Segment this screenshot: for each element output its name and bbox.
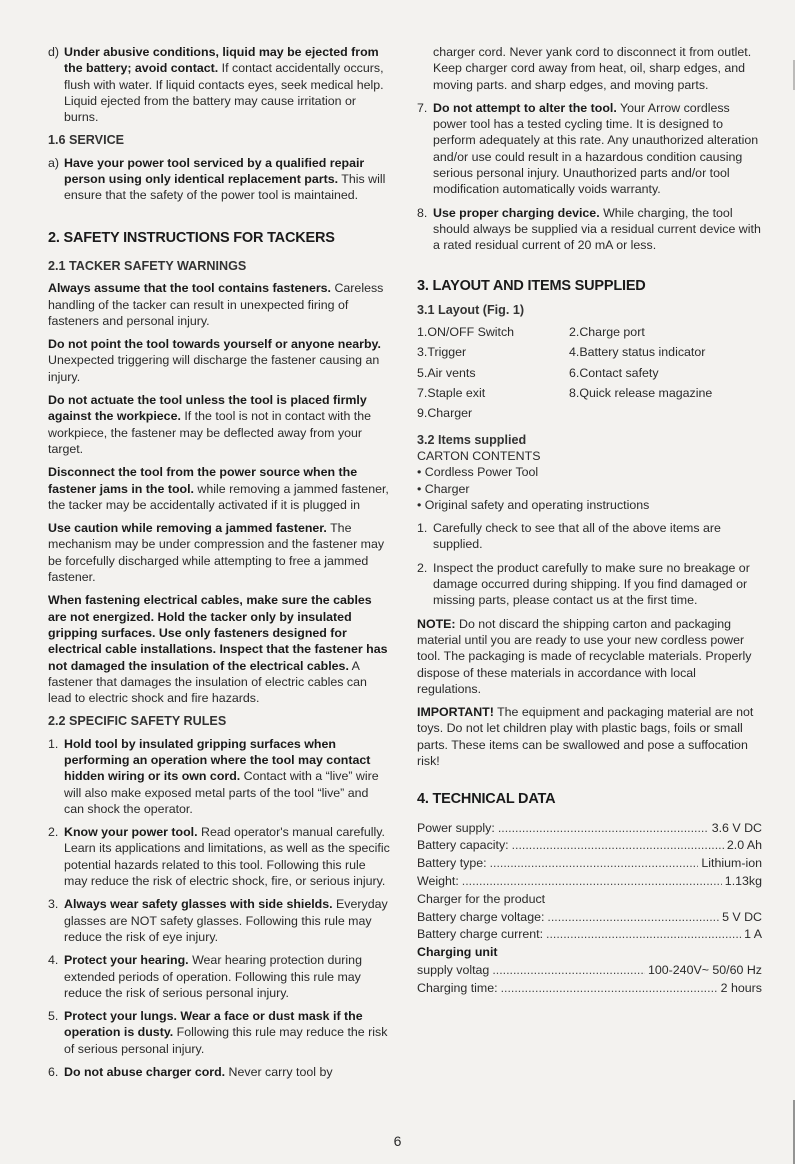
tech-value: 2.0 Ah: [726, 838, 762, 853]
s22-heading: 2.2 SPECIFIC SAFETY RULES: [48, 714, 227, 729]
item-bold: Have your power tool serviced by a qualified repair person using only identical replacement parts.: [64, 155, 365, 187]
carton-item: • Cordless Power Tool: [417, 465, 539, 480]
rule-text: Your Arrow cordless power tool has a tested cycling time. It is designed to perform adequately at this rate. Any unauthorized alteration and/or use could result in a hazardous condition causing serious personal injury. Unauthorized parts and/or tool modification automatically voids warranty.: [433, 100, 759, 197]
tech-value: 1.13kg: [724, 873, 762, 888]
warning-paragraph: [48, 392, 390, 457]
rule-text: While charging, the tool should always be supplied via a residual current device with a rated residual current of 20 mA or less.: [433, 205, 761, 253]
warning-bold: Always assume that the tool contains fasteners.: [48, 281, 332, 296]
rule-number: 8.: [417, 205, 428, 220]
item-text: If contact accidentally occurs, flush with water. If liquid contacts eyes, seek medical help. Liquid ejected from the battery may cause irritation or burns.: [64, 61, 384, 125]
tech-value: Lithium-ion: [701, 856, 762, 871]
note-text: Do not discard the shipping carton and packaging material until you are ready to use your new cordless power tool. The packaging is made of recyclable materials. Properly dispose of these materials in accordance with local regulations.: [417, 616, 752, 696]
layout-item: 5.Air vents: [417, 365, 476, 380]
rule-number: 3.: [48, 897, 59, 912]
rule-number: 1.: [48, 736, 59, 751]
tech-row: [417, 926, 762, 942]
tech-label: Power supply:: [417, 820, 495, 835]
left-column: [48, 44, 390, 1087]
layout-item: 6.Contact safety: [569, 365, 659, 380]
layout-item: 7.Staple exit: [417, 386, 486, 401]
item-a: [48, 155, 390, 204]
layout-item: 3.Trigger: [417, 345, 467, 360]
tech-row: [417, 855, 762, 871]
step-text: Carefully check to see that all of the above items are supplied.: [433, 521, 721, 552]
tech-label: Battery capacity:: [417, 838, 509, 853]
layout-list: [417, 324, 762, 421]
rule-text: Following this rule may reduce the risk of serious personal injury.: [64, 1025, 388, 1056]
warning-paragraph: [48, 520, 390, 585]
important-label: IMPORTANT!: [417, 705, 494, 720]
step-item: [417, 520, 762, 553]
tech-row: [417, 980, 762, 996]
tech-row: [417, 962, 762, 978]
right-column: [417, 44, 762, 998]
rule-item: [48, 736, 390, 817]
warning-paragraph: [48, 464, 390, 513]
rule-item: [48, 1008, 390, 1057]
rule-number: 2.: [48, 825, 59, 840]
tech-row: [417, 837, 762, 853]
carton-item: • Original safety and operating instructions: [417, 497, 650, 512]
warning-paragraph: [48, 592, 390, 706]
rule-text: Never carry tool by: [225, 1065, 333, 1080]
section4-heading: 4. TECHNICAL DATA: [417, 791, 556, 808]
rule-text: Read operator's manual carefully. Learn its applications and limitations, as well as the specific potential hazards related to this tool. Following this rule may reduce the risk of electric shock, fire, or serious injury.: [64, 825, 390, 889]
step-item: [417, 560, 762, 609]
tech-label: Weight:: [417, 873, 459, 888]
page-number: 6: [393, 1133, 402, 1149]
warning-bold: Disconnect the tool from the power source when the fastener jams in the tool.: [48, 465, 358, 496]
tech-row: [417, 909, 762, 925]
s21-heading: 2.1 TACKER SAFETY WARNINGS: [48, 258, 247, 273]
tech-label: Battery type:: [417, 856, 487, 871]
layout-item: 2.Charge port: [569, 325, 645, 340]
rule-bold: Know your power tool.: [64, 825, 198, 840]
rule-item: [48, 824, 390, 889]
tech-label: Battery charge voltage:: [417, 909, 545, 924]
charging-unit-label: Charging unit: [417, 945, 498, 960]
rule-number: 7.: [417, 100, 428, 115]
tech-label: Charging time:: [417, 980, 498, 995]
rule-item: [48, 896, 390, 945]
service-heading: 1.6 SERVICE: [48, 133, 125, 148]
warning-bold: When fastening electrical cables, make sure the cables are not energized. Hold the tacker only by insulated gripping surfaces. Use only fasteners designed for electrical cable installations. Inspect that the fastener has not damaged the insulation of the electrical cables.: [48, 593, 388, 673]
layout-item: 4.Battery status indicator: [569, 345, 706, 360]
rule-bold: Protect your lungs. Wear a face or dust mask if the operation is dusty.: [64, 1009, 363, 1040]
carton-item: • Charger: [417, 481, 470, 496]
rule-item: [48, 952, 390, 1001]
tech-label: supply voltag: [417, 962, 490, 977]
item-d: [48, 44, 390, 125]
warning-paragraph: [48, 336, 390, 385]
section2-heading: 2. SAFETY INSTRUCTIONS FOR TACKERS: [48, 229, 335, 246]
layout-item: 9.Charger: [417, 406, 473, 421]
important-paragraph: [417, 704, 762, 769]
layout-item: 8.Quick release magazine: [569, 386, 713, 401]
rule-number: 5.: [48, 1009, 59, 1024]
layout-item: 1.ON/OFF Switch: [417, 325, 515, 340]
section3-heading: 3. LAYOUT AND ITEMS SUPPLIED: [417, 277, 646, 294]
rule-bold: Hold tool by insulated gripping surfaces when performing an operation where the tool may contact hidden wiring or its own cord.: [64, 736, 371, 784]
tech-row: [417, 873, 762, 889]
warning-text: If the tool is not in contact with the workpiece, the fastener may be deflected away from your target.: [48, 409, 372, 456]
warning-bold: Do not point the tool towards yourself or anyone nearby.: [48, 337, 381, 352]
warning-bold: Do not actuate the tool unless the tool is placed firmly against the workpiece.: [48, 393, 367, 424]
warning-text: The mechanism may be under compression and the fastener may be forcefully discharged while attempting to free a jammed fastener.: [48, 521, 385, 585]
tech-value: 100-240V~ 50/60 Hz: [647, 962, 762, 977]
item-marker: a): [48, 155, 60, 170]
tech-value: 2 hours: [720, 980, 762, 995]
warning-text: Unexpected triggering will discharge the fastener causing an injury.: [48, 353, 380, 384]
tech-value: 1 A: [744, 927, 762, 942]
charger-line: Charger for the product: [417, 891, 546, 906]
rule-number: 6.: [48, 1065, 59, 1080]
rule-bold: Do not attempt to alter the tool.: [433, 100, 617, 115]
rule-bold: Do not abuse charger cord.: [64, 1065, 226, 1080]
warning-text: Careless handling of the tacker can result in unexpected firing of fasteners and personal injury.: [48, 281, 384, 328]
rule-number: 4.: [48, 953, 59, 968]
item-marker: d): [48, 45, 60, 59]
rule-item: [417, 205, 762, 254]
note-label: NOTE:: [417, 616, 456, 631]
tech-row: [417, 820, 762, 836]
step-number: 2.: [417, 560, 428, 575]
tech-value: 5 V DC: [722, 909, 762, 924]
rule-bold: Always wear safety glasses with side shields.: [64, 897, 333, 912]
rule-bold: Use proper charging device.: [433, 205, 600, 220]
tech-label: Battery charge current:: [417, 927, 544, 942]
rule-text: Wear hearing protection during extended periods of operation. Following this rule may reduce the risk of serious personal injury.: [64, 953, 362, 1000]
warning-bold: Use caution while removing a jammed fastener.: [48, 521, 327, 536]
s32-heading: 3.2 Items supplied: [417, 432, 527, 447]
warning-text: while removing a jammed fastener, the tacker may be accidentally activated if it is plugged in: [48, 481, 389, 512]
rule-item: [48, 1064, 390, 1080]
item-text: This will ensure that the safety of the power tool is maintained.: [64, 172, 386, 203]
step-text: Inspect the product carefully to make sure no breakage or damage occurred during shipping. If you find damaged or missing parts, please contact us at the first time.: [433, 560, 750, 608]
continued-text: charger cord. Never yank cord to disconnect it from outlet. Keep charger cord away from heat, oil, sharp edges, and moving parts. and sharp edges, and moving parts.: [433, 45, 752, 92]
item-bold: Under abusive conditions, liquid may be ejected from the battery; avoid contact.: [64, 45, 379, 76]
rule-text: Everyday glasses are NOT safety glasses. Following this rule may reduce the risk of eye injury.: [64, 897, 388, 944]
warning-paragraph: [48, 280, 390, 329]
warning-text: A fastener that damages the insulation of electric cables can lead to electric shock and fire hazards.: [48, 658, 367, 706]
rule-item: [417, 100, 762, 198]
important-text: The equipment and packaging material are not toys. Do not let children play with plastic bags, foils or small parts. These items can be swallowed and pose a suffocation risk!: [417, 705, 754, 768]
note-paragraph: [417, 616, 762, 697]
s31-heading: 3.1 Layout (Fig. 1): [417, 302, 525, 317]
carton-title: CARTON CONTENTS: [417, 448, 541, 463]
rule-text: Contact with a “live” wire will also make exposed metal parts of the tool “live” and can shock the operator.: [64, 769, 379, 816]
step-number: 1.: [417, 521, 428, 536]
rule-bold: Protect your hearing.: [64, 953, 189, 968]
technical-data: [417, 820, 762, 996]
tech-value: 3.6 V DC: [711, 820, 762, 835]
